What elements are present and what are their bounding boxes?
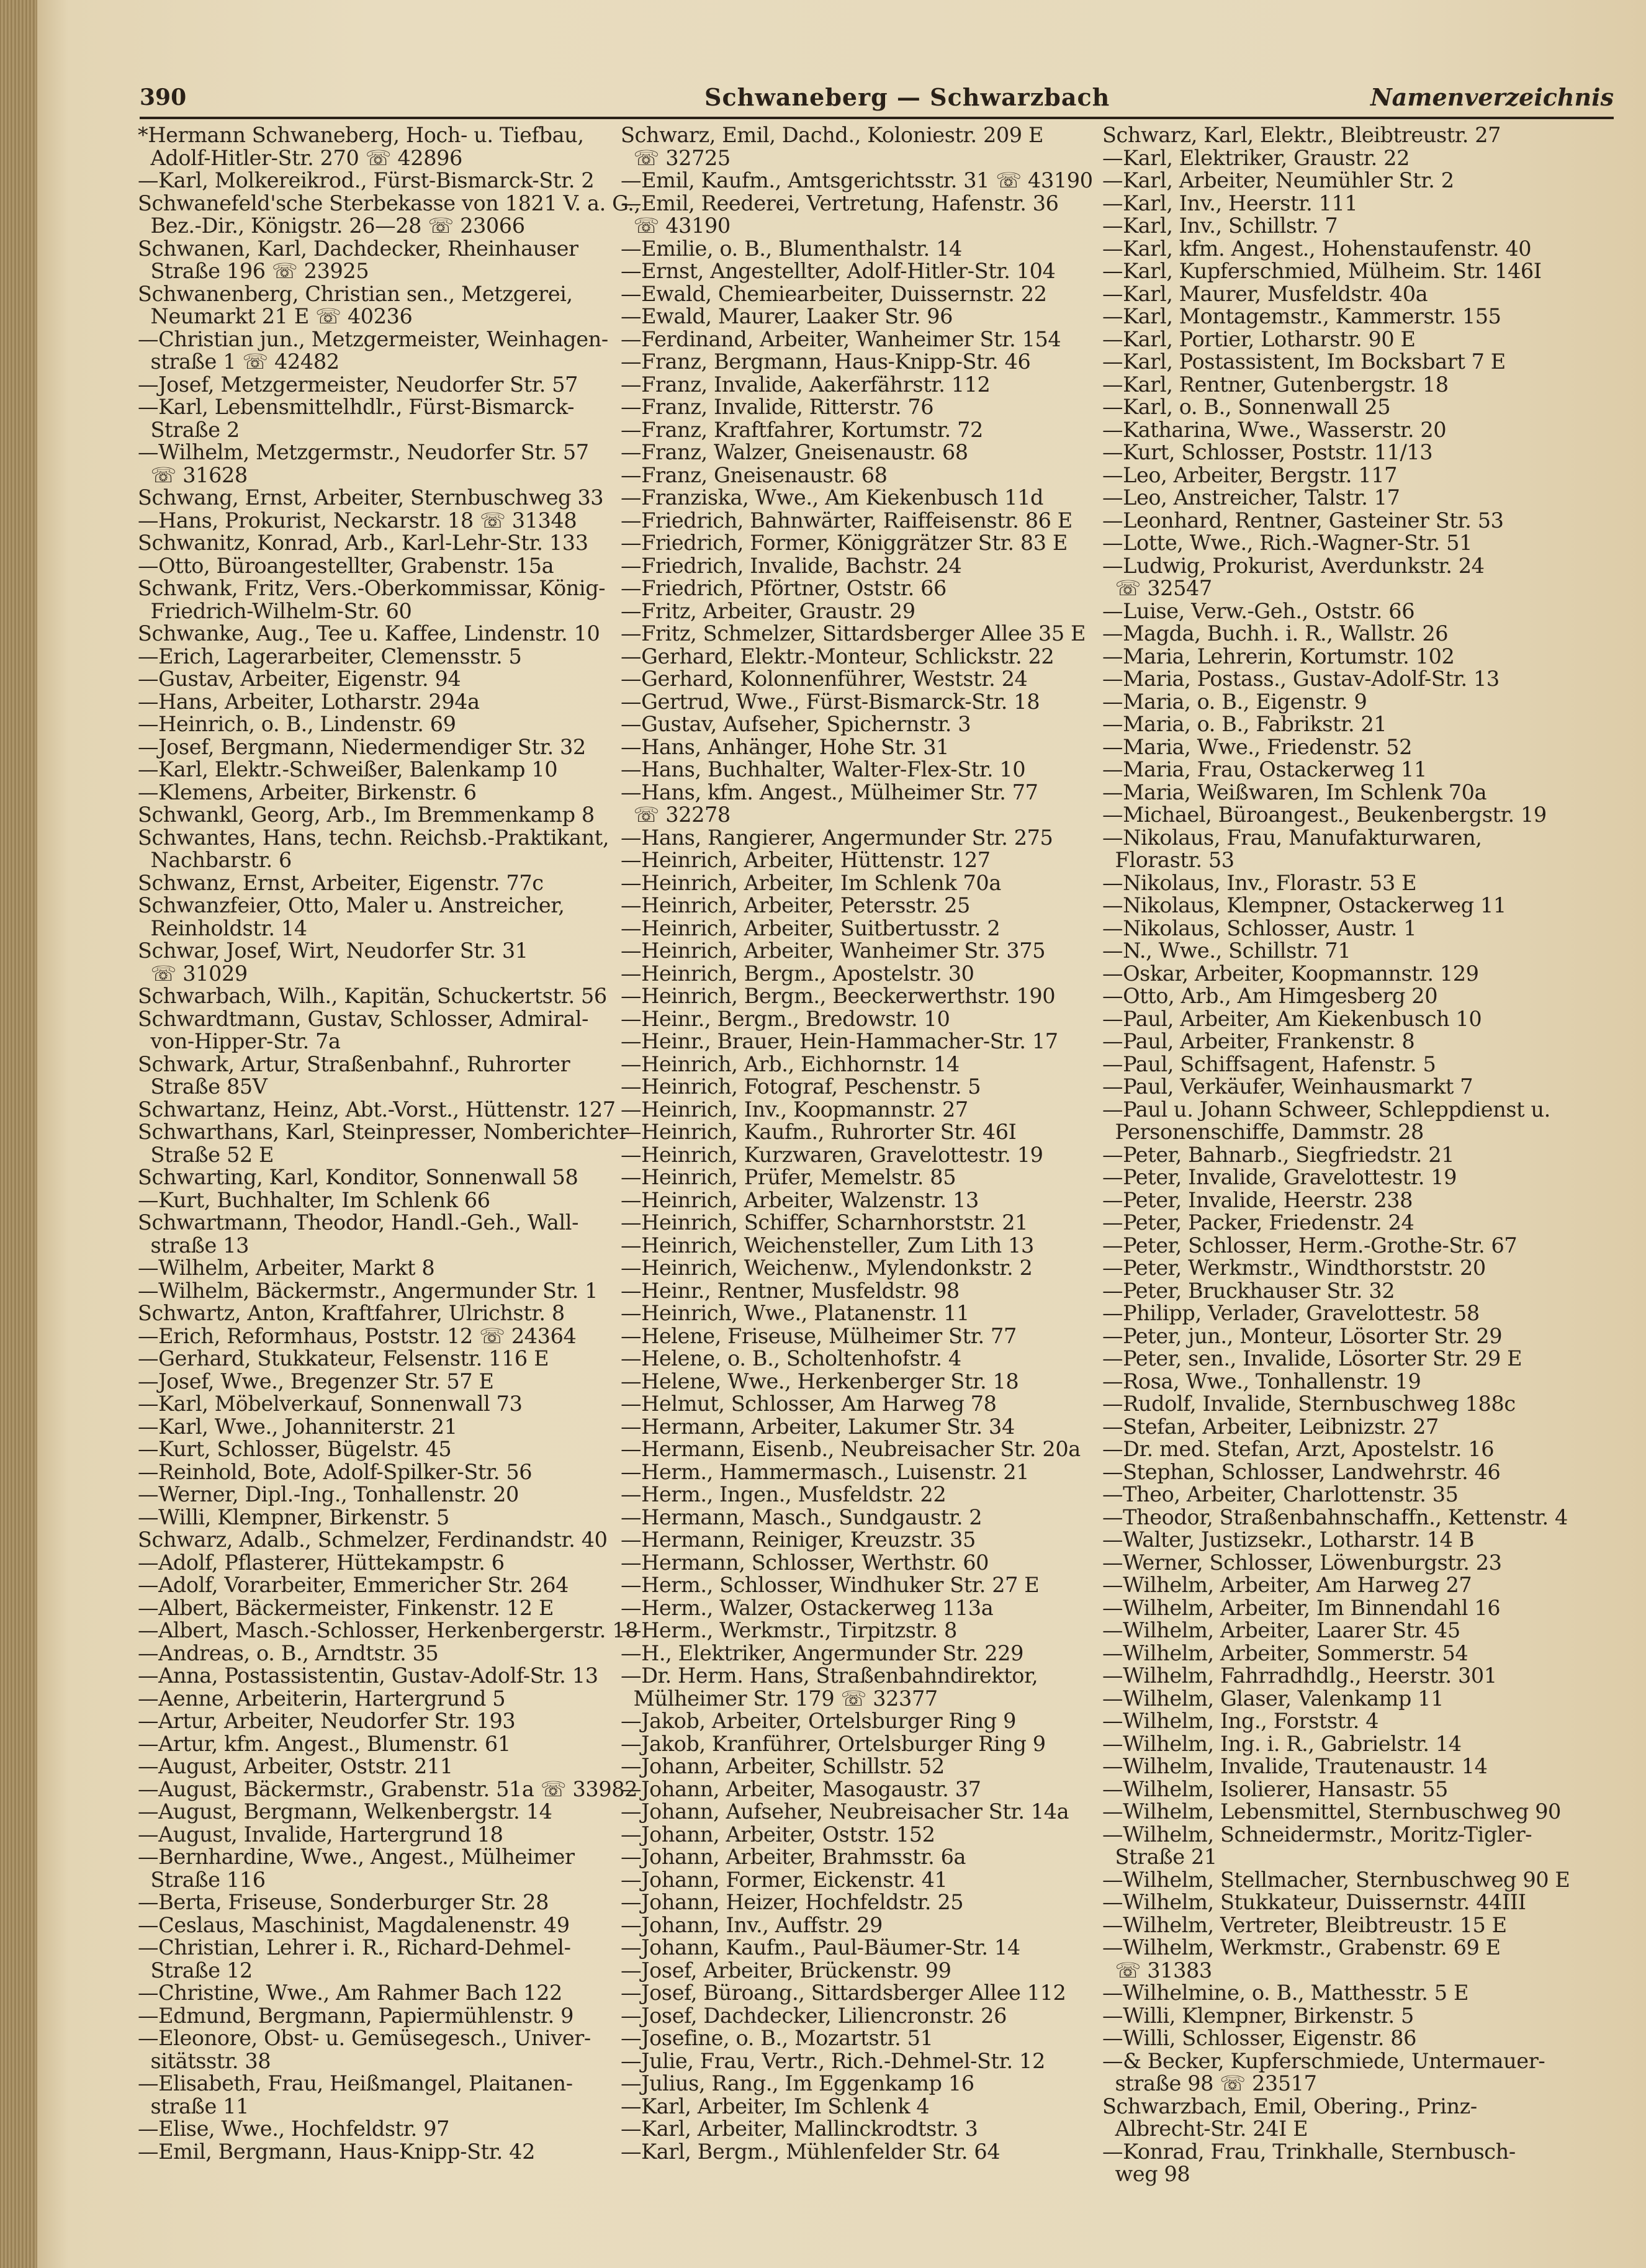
directory-entry-line: —Wilhelm, Isolierer, Hansastr. 55 (1102, 1776, 1448, 1801)
directory-entry-line: —Andreas, o. B., Arndtstr. 35 (138, 1640, 439, 1665)
directory-entry-line: —Hans, Anhänger, Hohe Str. 31 (621, 734, 950, 759)
directory-entry-line: —Franziska, Wwe., Am Kiekenbusch 11d (621, 485, 1044, 510)
directory-entry-line: —Albert, Masch.-Schlosser, Herkenbergerstr. 18 (138, 1618, 639, 1642)
directory-entry-line: —Jakob, Arbeiter, Ortelsburger Ring 9 (621, 1709, 1016, 1733)
directory-entry-line: —Heinrich, Fotograf, Peschenstr. 5 (621, 1074, 981, 1099)
directory-entry-line: —Stephan, Schlosser, Landwehrstr. 46 (1102, 1459, 1501, 1484)
directory-entry-line: —Leonhard, Rentner, Gasteiner Str. 53 (1102, 508, 1504, 533)
directory-entry-line: —Nikolaus, Inv., Florastr. 53 E (1102, 870, 1417, 895)
directory-entry-line: —Hermann, Schlosser, Werthstr. 60 (621, 1550, 989, 1575)
running-title: Schwaneberg — Schwarzbach (704, 83, 1110, 111)
directory-entry-line: —Karl, Lebensmittelhdlr., Fürst-Bismarck- (138, 395, 575, 419)
directory-entry-line: —Otto, Arb., Am Himgesberg 20 (1102, 984, 1438, 1008)
directory-entry-line: —Karl, Elektr.-Schweißer, Balenkamp 10 (138, 757, 558, 781)
directory-entry-line: —Gerhard, Stukkateur, Felsenstr. 116 E (138, 1346, 549, 1370)
directory-entry-line: —Adolf, Pflasterer, Hüttekampstr. 6 (138, 1550, 505, 1575)
directory-entry-line: —Rosa, Wwe., Tonhallenstr. 19 (1102, 1369, 1421, 1393)
directory-entry-line: —Wilhelm, Glaser, Valenkamp 11 (1102, 1686, 1444, 1711)
directory-entry-line: —Otto, Büroangestellter, Grabenstr. 15a (138, 553, 554, 578)
directory-entry-line: —Friedrich, Invalide, Bachstr. 24 (621, 553, 962, 578)
directory-entry-line: —& Becker, Kupferschmiede, Untermauer- (1102, 2048, 1545, 2073)
directory-entry-line: —Johann, Arbeiter, Oststr. 152 (621, 1822, 935, 1847)
page-number: 390 (140, 84, 187, 110)
directory-entry-line: —August, Arbeiter, Oststr. 211 (138, 1754, 453, 1778)
directory-entry-line: —Artur, kfm. Angest., Blumenstr. 61 (138, 1731, 511, 1756)
directory-entry-line: —Heinrich, Prüfer, Memelstr. 85 (621, 1165, 956, 1189)
directory-entry-line: —Hans, Arbeiter, Lotharstr. 294a (138, 689, 480, 714)
directory-entry-line: —Wilhelmine, o. B., Matthesstr. 5 E (1102, 1981, 1468, 2005)
directory-entry-line: —Karl, Bergm., Mühlenfelder Str. 64 (621, 2139, 1001, 2164)
column-2 (621, 124, 1099, 2163)
directory-entry-line: —August, Bäckermstr., Grabenstr. 51a ☏ 33982 (138, 1776, 638, 1801)
directory-entry-line: Bez.-Dir., Königstr. 26—28 ☏ 23066 (138, 214, 525, 238)
directory-entry-line: —Michael, Büroangest., Beukenbergstr. 19 (1102, 803, 1547, 827)
directory-entry-line: —Bernhardine, Wwe., Angest., Mülheimer (138, 1845, 575, 1869)
directory-entry-line: Schwantes, Hans, techn. Reichsb.-Praktikant, (138, 825, 609, 850)
directory-entry-line: —Franz, Walzer, Gneisenaustr. 68 (621, 440, 968, 464)
directory-entry-line: straße 1 ☏ 42482 (138, 349, 340, 374)
directory-entry-line: Personenschiffe, Dammstr. 28 (1102, 1120, 1424, 1144)
directory-entry-line: straße 98 ☏ 23517 (1102, 2071, 1317, 2095)
directory-entry-line: —Adolf, Vorarbeiter, Emmericher Str. 264 (138, 1573, 569, 1597)
directory-entry-line: —N., Wwe., Schillstr. 71 (1102, 938, 1351, 963)
directory-entry-line: —Johann, Arbeiter, Schillstr. 52 (621, 1754, 945, 1778)
directory-entry-line: —Heinr., Rentner, Musfeldstr. 98 (621, 1278, 960, 1303)
directory-entry-line: —Herm., Hammermasch., Luisenstr. 21 (621, 1459, 1030, 1484)
directory-entry-line: —Helene, o. B., Scholtenhofstr. 4 (621, 1346, 961, 1370)
directory-entry-line: weg 98 (1102, 2162, 1190, 2186)
directory-entry-line: —Hans, Buchhalter, Walter-Flex-Str. 10 (621, 757, 1026, 781)
directory-entry-line: Friedrich-Wilhelm-Str. 60 (138, 598, 412, 623)
directory-entry-line: —Artur, Arbeiter, Neudorfer Str. 193 (138, 1709, 516, 1733)
directory-entry-line: —Kurt, Buchhalter, Im Schlenk 66 (138, 1187, 490, 1212)
directory-entry-line: —Emilie, o. B., Blumenthalstr. 14 (621, 236, 962, 261)
directory-entry-line: —Maria, Postass., Gustav-Adolf-Str. 13 (1102, 667, 1500, 691)
directory-entry-line: —Heinrich, Bergm., Beeckerwerthstr. 190 (621, 984, 1056, 1008)
directory-entry-line: —Maria, Weißwaren, Im Schlenk 70a (1102, 780, 1487, 804)
directory-entry-line: —Emil, Reederei, Vertretung, Hafenstr. 36 (621, 191, 1059, 215)
directory-entry-line: Schwarzbach, Emil, Obering., Prinz- (1102, 2094, 1477, 2118)
directory-entry-line: Schwarthans, Karl, Steinpresser, Nomberichter (138, 1120, 629, 1144)
directory-entry-line: straße 13 (138, 1233, 250, 1258)
directory-entry-line: Schwartanz, Heinz, Abt.-Vorst., Hüttenstr. 127 (138, 1097, 616, 1122)
directory-entry-line: —Wilhelm, Ing., Forststr. 4 (1102, 1709, 1379, 1733)
directory-entry-line: —Helene, Friseuse, Mülheimer Str. 77 (621, 1323, 1017, 1348)
directory-entry-line: *Hermann Schwaneberg, Hoch- u. Tiefbau, (138, 123, 584, 147)
directory-entry-line: —Eleonore, Obst- u. Gemüsegesch., Univer- (138, 2026, 591, 2050)
directory-entry-line: —Friedrich, Pförtner, Oststr. 66 (621, 576, 947, 600)
directory-entry-line: —Werner, Dipl.-Ing., Tonhallenstr. 20 (138, 1482, 519, 1506)
directory-entry-line: Schwarz, Emil, Dachd., Koloniestr. 209 E (621, 123, 1044, 147)
directory-entry-line: —Karl, Montagemstr., Kammerstr. 155 (1102, 304, 1501, 328)
directory-entry-line: Schwark, Artur, Straßenbahnf., Ruhrorter (138, 1051, 570, 1076)
directory-entry-line: Schwanen, Karl, Dachdecker, Rheinhauser (138, 236, 578, 261)
directory-entry-line: —Franz, Bergmann, Haus-Knipp-Str. 46 (621, 349, 1031, 374)
directory-entry-line: —Herm., Werkmstr., Tirpitzstr. 8 (621, 1618, 957, 1642)
directory-entry-line: Schwanke, Aug., Tee u. Kaffee, Lindenstr. 10 (138, 621, 600, 646)
directory-entry-line: —Philipp, Verlader, Gravelottestr. 58 (1102, 1301, 1480, 1325)
directory-entry-line: Schwanzfeier, Otto, Maler u. Anstreicher, (138, 893, 565, 917)
directory-entry-line: —Elisabeth, Frau, Heißmangel, Plaitanen- (138, 2071, 573, 2095)
directory-entry-line: —Heinr., Brauer, Hein-Hammacher-Str. 17 (621, 1029, 1058, 1053)
directory-entry-line: —Elise, Wwe., Hochfeldstr. 97 (138, 2117, 449, 2141)
directory-entry-line: Straße 12 (138, 1958, 253, 1982)
directory-entry-line: —Oskar, Arbeiter, Koopmannstr. 129 (1102, 961, 1479, 986)
directory-entry-line: —Karl, Molkereikrod., Fürst-Bismarck-Str. 2 (138, 168, 595, 192)
directory-entry-line: Schwanz, Ernst, Arbeiter, Eigenstr. 77c (138, 870, 544, 895)
directory-entry-line: Schwartmann, Theodor, Handl.-Geh., Wall- (138, 1210, 578, 1235)
directory-entry-line: —Gerhard, Elektr.-Monteur, Schlickstr. 22 (621, 644, 1055, 668)
directory-entry-line: Schwarbach, Wilh., Kapitän, Schuckertstr. 56 (138, 984, 607, 1008)
directory-entry-line: —Heinrich, Schiffer, Scharnhorststr. 21 (621, 1210, 1028, 1235)
directory-entry-line: —Karl, Kupferschmied, Mülheim. Str. 146I (1102, 259, 1542, 283)
directory-entry-line: —Karl, Inv., Heerstr. 111 (1102, 191, 1358, 215)
directory-entry-line: —Stefan, Arbeiter, Leibnizstr. 27 (1102, 1414, 1439, 1439)
directory-entry-line: —Heinrich, Bergm., Apostelstr. 30 (621, 961, 974, 986)
directory-entry-line: —Heinr., Bergm., Bredowstr. 10 (621, 1006, 950, 1031)
directory-entry-line: —Heinrich, Kurzwaren, Gravelottestr. 19 (621, 1142, 1043, 1167)
directory-entry-line: —Heinrich, o. B., Lindenstr. 69 (138, 712, 456, 736)
directory-entry-line: —Magda, Buchh. i. R., Wallstr. 26 (1102, 621, 1449, 646)
directory-entry-line: —Fritz, Arbeiter, Graustr. 29 (621, 598, 915, 623)
directory-entry-line: —Karl, Portier, Lotharstr. 90 E (1102, 326, 1416, 351)
directory-entry-line: —Herm., Walzer, Ostackerweg 113a (621, 1595, 994, 1620)
directory-entry-line: —Helene, Wwe., Herkenberger Str. 18 (621, 1369, 1019, 1393)
column-3 (1102, 124, 1580, 2186)
directory-entry-line: —Wilhelm, Vertreter, Bleibtreustr. 15 E (1102, 1912, 1507, 1937)
directory-entry-line: Straße 52 E (138, 1142, 274, 1167)
directory-entry-line: —Konrad, Frau, Trinkhalle, Sternbusch- (1102, 2139, 1516, 2164)
directory-entry-line: —Reinhold, Bote, Adolf-Spilker-Str. 56 (138, 1459, 533, 1484)
directory-entry-line: ☏ 31383 (1102, 1958, 1212, 1982)
directory-entry-line: —Wilhelm, Arbeiter, Im Binnendahl 16 (1102, 1595, 1501, 1620)
directory-entry-line: —Josef, Dachdecker, Liliencronstr. 26 (621, 2003, 1007, 2028)
directory-entry-line: —Albert, Bäckermeister, Finkenstr. 12 E (138, 1595, 554, 1620)
directory-entry-line: —Hermann, Reiniger, Kreuzstr. 35 (621, 1528, 976, 1552)
directory-entry-line: —Nikolaus, Klempner, Ostackerweg 11 (1102, 893, 1506, 917)
directory-entry-line: —Paul, Schiffsagent, Hafenstr. 5 (1102, 1051, 1436, 1076)
directory-entry-line: —Herm., Ingen., Musfeldstr. 22 (621, 1482, 947, 1506)
directory-entry-line: Straße 116 (138, 1867, 266, 1892)
directory-entry-line: Nachbarstr. 6 (138, 848, 292, 872)
directory-entry-line: —Christian jun., Metzgermeister, Weinhagen- (138, 326, 608, 351)
directory-entry-line: —Franz, Kraftfahrer, Kortumstr. 72 (621, 417, 983, 442)
directory-entry-line: —Erich, Reformhaus, Poststr. 12 ☏ 24364 (138, 1323, 577, 1348)
directory-entry-line: —Leo, Arbeiter, Bergstr. 117 (1102, 462, 1398, 487)
directory-entry-line: —Ewald, Chemiearbeiter, Duissernstr. 22 (621, 281, 1047, 306)
section-title: Namenverzeichnis (1370, 83, 1614, 111)
directory-entry-line: —Nikolaus, Frau, Manufakturwaren, (1102, 825, 1482, 850)
directory-entry-line: —Karl, Arbeiter, Mallinckrodtstr. 3 (621, 2117, 978, 2141)
directory-entry-line: —Peter, Schlosser, Herm.-Grothe-Str. 67 (1102, 1233, 1518, 1258)
directory-entry-line: Schwarz, Adalb., Schmelzer, Ferdinandstr. 40 (138, 1528, 608, 1552)
directory-entry-line: —Franz, Gneisenaustr. 68 (621, 462, 888, 487)
directory-entry-line: —Franz, Invalide, Aakerfährstr. 112 (621, 372, 991, 397)
directory-entry-line: —Karl, Maurer, Musfeldstr. 40a (1102, 281, 1428, 306)
directory-entry-line: —Johann, Inv., Auffstr. 29 (621, 1912, 883, 1937)
directory-entry-line: Straße 21 (1102, 1845, 1217, 1869)
directory-entry-line: —Wilhelm, Lebensmittel, Sternbuschweg 90 (1102, 1799, 1561, 1824)
directory-entry-line: —August, Bergmann, Welkenbergstr. 14 (138, 1799, 552, 1824)
directory-entry-line: —Herm., Schlosser, Windhuker Str. 27 E (621, 1573, 1040, 1597)
directory-entry-line: —Josef, Büroang., Sittardsberger Allee 112 (621, 1981, 1066, 2005)
directory-entry-line: —Peter, Werkmstr., Windthorststr. 20 (1102, 1256, 1486, 1280)
directory-entry-line: —Hermann, Eisenb., Neubreisacher Str. 20a (621, 1437, 1081, 1461)
directory-entry-line: —Karl, o. B., Sonnenwall 25 (1102, 395, 1391, 419)
directory-entry-line: —Wilhelm, Fahrradhdlg., Heerstr. 301 (1102, 1663, 1497, 1688)
directory-entry-line: —Josef, Wwe., Bregenzer Str. 57 E (138, 1369, 494, 1393)
directory-entry-line: —Heinrich, Weichensteller, Zum Lith 13 (621, 1233, 1034, 1258)
directory-entry-line: —Johann, Former, Eickenstr. 41 (621, 1867, 948, 1892)
directory-entry-line: ☏ 32547 (1102, 576, 1212, 600)
directory-entry-line: —Peter, Packer, Friedenstr. 24 (1102, 1210, 1414, 1235)
directory-entry-line: —Kurt, Schlosser, Poststr. 11/13 (1102, 440, 1433, 464)
directory-entry-line: —Aenne, Arbeiterin, Hartergrund 5 (138, 1686, 506, 1711)
directory-entry-line: —Julius, Rang., Im Eggenkamp 16 (621, 2071, 974, 2095)
directory-entry-line: Reinholdstr. 14 (138, 916, 307, 940)
directory-entry-line: —Wilhelm, Arbeiter, Laarer Str. 45 (1102, 1618, 1460, 1642)
directory-entry-line: —Karl, Elektriker, Graustr. 22 (1102, 145, 1410, 170)
directory-entry-line: —Edmund, Bergmann, Papiermühlenstr. 9 (138, 2003, 573, 2028)
directory-entry-line: —Franz, Invalide, Ritterstr. 76 (621, 395, 934, 419)
directory-entry-line: —Wilhelm, Stukkateur, Duissernstr. 44III (1102, 1890, 1526, 1914)
directory-entry-line: Schwank, Fritz, Vers.-Oberkommissar, König- (138, 576, 606, 600)
directory-entry-line: —Jakob, Kranführer, Ortelsburger Ring 9 (621, 1731, 1046, 1756)
directory-entry-line: —August, Invalide, Hartergrund 18 (138, 1822, 503, 1847)
directory-entry-line: —Erich, Lagerarbeiter, Clemensstr. 5 (138, 644, 522, 668)
directory-entry-line: Florastr. 53 (1102, 848, 1234, 872)
directory-entry-line: —Heinrich, Arbeiter, Hüttenstr. 127 (621, 848, 991, 872)
directory-entry-line: Adolf-Hitler-Str. 270 ☏ 42896 (138, 145, 462, 170)
directory-entry-line: —Wilhelm, Arbeiter, Am Harweg 27 (1102, 1573, 1472, 1597)
directory-entry-line: —Johann, Heizer, Hochfeldstr. 25 (621, 1890, 964, 1914)
directory-entry-line: —Wilhelm, Werkmstr., Grabenstr. 69 E (1102, 1935, 1501, 1960)
directory-entry-line: —Wilhelm, Invalide, Trautenaustr. 14 (1102, 1754, 1488, 1778)
directory-entry-line: Albrecht-Str. 24I E (1102, 2117, 1308, 2141)
directory-entry-line: —Hans, kfm. Angest., Mülheimer Str. 77 (621, 780, 1038, 804)
directory-entry-line: —Josefine, o. B., Mozartstr. 51 (621, 2026, 933, 2050)
directory-entry-line: Schwartz, Anton, Kraftfahrer, Ulrichstr. 8 (138, 1301, 565, 1325)
directory-entry-line: Schwarz, Karl, Elektr., Bleibtreustr. 27 (1102, 123, 1501, 147)
directory-entry-line: —Maria, Frau, Ostackerweg 11 (1102, 757, 1427, 781)
page-header (140, 82, 1614, 119)
directory-entry-line: Schwanenberg, Christian sen., Metzgerei, (138, 281, 573, 306)
directory-entry-line: —Wilhelm, Metzgermstr., Neudorfer Str. 57 (138, 440, 589, 464)
directory-entry-line: Straße 85V (138, 1074, 268, 1099)
directory-entry-line: —Heinrich, Arbeiter, Walzenstr. 13 (621, 1187, 979, 1212)
directory-entry-line: —Karl, Inv., Schillstr. 7 (1102, 214, 1338, 238)
directory-entry-line: —Paul, Arbeiter, Frankenstr. 8 (1102, 1029, 1415, 1053)
directory-entry-line: Schwardtmann, Gustav, Schlosser, Admiral- (138, 1006, 588, 1031)
directory-entry-line: —Josef, Bergmann, Niedermendiger Str. 32 (138, 734, 586, 759)
directory-entry-line: Straße 2 (138, 417, 240, 442)
directory-entry-line: ☏ 43190 (621, 214, 731, 238)
directory-entry-line: —Heinrich, Arbeiter, Im Schlenk 70a (621, 870, 1001, 895)
directory-entry-line: —Paul, Arbeiter, Am Kiekenbusch 10 (1102, 1006, 1482, 1031)
directory-entry-line: —Peter, Bahnarb., Siegfriedstr. 21 (1102, 1142, 1455, 1167)
directory-entry-line: —Karl, Wwe., Johanniterstr. 21 (138, 1414, 457, 1439)
directory-entry-line: —Wilhelm, Arbeiter, Markt 8 (138, 1256, 435, 1280)
directory-entry-line: —Friedrich, Former, Königgrätzer Str. 83 E (621, 531, 1068, 555)
directory-entry-line: —Maria, o. B., Eigenstr. 9 (1102, 689, 1367, 714)
directory-entry-line: —Wilhelm, Arbeiter, Sommerstr. 54 (1102, 1640, 1468, 1665)
directory-entry-line: —Dr. Herm. Hans, Straßenbahndirektor, (621, 1663, 1038, 1688)
directory-entry-line: —Helmut, Schlosser, Am Harweg 78 (621, 1392, 997, 1416)
directory-entry-line: ☏ 32278 (621, 803, 731, 827)
directory-entry-line: Neumarkt 21 E ☏ 40236 (138, 304, 413, 328)
directory-entry-line: —Maria, o. B., Fabrikstr. 21 (1102, 712, 1387, 736)
directory-entry-line: —Peter, sen., Invalide, Lösorter Str. 29 E (1102, 1346, 1522, 1370)
directory-entry-line: —Willi, Klempner, Birkenstr. 5 (138, 1505, 449, 1529)
directory-entry-line: ☏ 31628 (138, 462, 248, 487)
directory-entry-line: —Wilhelm, Stellmacher, Sternbuschweg 90 E (1102, 1867, 1570, 1892)
directory-entry-line: —Gerhard, Kolonnenführer, Weststr. 24 (621, 667, 1028, 691)
directory-entry-line: ☏ 31029 (138, 961, 248, 986)
directory-entry-line: von-Hipper-Str. 7a (138, 1029, 341, 1053)
directory-entry-line: straße 11 (138, 2094, 250, 2118)
directory-entry-line: —Leo, Anstreicher, Talstr. 17 (1102, 485, 1400, 510)
directory-entry-line: —Ewald, Maurer, Laaker Str. 96 (621, 304, 953, 328)
directory-entry-line: —Ferdinand, Arbeiter, Wanheimer Str. 154 (621, 326, 1061, 351)
directory-entry-line: —Josef, Arbeiter, Brückenstr. 99 (621, 1958, 951, 1982)
directory-entry-line: —Hermann, Masch., Sundgaustr. 2 (621, 1505, 983, 1529)
directory-entry-line: Schwang, Ernst, Arbeiter, Sternbuschweg 33 (138, 485, 604, 510)
directory-entry-line: —Friedrich, Bahnwärter, Raiffeisenstr. 86 E (621, 508, 1073, 533)
directory-entry-line: Schwanefeld'sche Sterbekasse von 1821 V. a. G., (138, 191, 641, 215)
directory-entry-line: —Maria, Lehrerin, Kortumstr. 102 (1102, 644, 1455, 668)
directory-entry-line: —Willi, Schlosser, Eigenstr. 86 (1102, 2026, 1417, 2050)
directory-entry-line: —Walter, Justizsekr., Lotharstr. 14 B (1102, 1528, 1475, 1552)
directory-entry-line: —Paul u. Johann Schweer, Schleppdienst u. (1102, 1097, 1550, 1122)
directory-entry-line: —Johann, Arbeiter, Masogaustr. 37 (621, 1776, 981, 1801)
directory-entry-line: —Johann, Arbeiter, Brahmsstr. 6a (621, 1845, 966, 1869)
directory-entry-line: —Werner, Schlosser, Löwenburgstr. 23 (1102, 1550, 1502, 1575)
directory-entry-line: —Josef, Metzgermeister, Neudorfer Str. 57 (138, 372, 578, 397)
directory-entry-line: —Anna, Postassistentin, Gustav-Adolf-Str. 13 (138, 1663, 598, 1688)
directory-entry-line: —Hans, Rangierer, Angermunder Str. 275 (621, 825, 1053, 850)
directory-entry-line: —Wilhelm, Bäckermstr., Angermunder Str. 1 (138, 1278, 598, 1303)
directory-entry-line: —H., Elektriker, Angermunder Str. 229 (621, 1640, 1023, 1665)
directory-entry-line: —Luise, Verw.-Geh., Oststr. 66 (1102, 598, 1415, 623)
directory-entry-line: —Fritz, Schmelzer, Sittardsberger Allee 35 E (621, 621, 1086, 646)
directory-entry-line: —Karl, kfm. Angest., Hohenstaufenstr. 40 (1102, 236, 1532, 261)
directory-entry-line: —Paul, Verkäufer, Weinhausmarkt 7 (1102, 1074, 1473, 1099)
directory-entry-line: —Karl, Arbeiter, Neumühler Str. 2 (1102, 168, 1454, 192)
book-page-edge (0, 0, 37, 2268)
directory-entry-line: —Peter, Invalide, Heerstr. 238 (1102, 1187, 1413, 1212)
directory-entry-line: —Ernst, Angestellter, Adolf-Hitler-Str. 104 (621, 259, 1056, 283)
directory-entry-line: Schwankl, Georg, Arb., Im Bremmenkamp 8 (138, 803, 595, 827)
directory-entry-line: —Karl, Möbelverkauf, Sonnenwall 73 (138, 1392, 523, 1416)
directory-entry-line: Schwar, Josef, Wirt, Neudorfer Str. 31 (138, 938, 528, 963)
directory-entry-line: Mülheimer Str. 179 ☏ 32377 (621, 1686, 938, 1711)
directory-entry-line: —Klemens, Arbeiter, Birkenstr. 6 (138, 780, 477, 804)
directory-entry-line: —Willi, Klempner, Birkenstr. 5 (1102, 2003, 1414, 2028)
directory-entry-line: —Peter, jun., Monteur, Lösorter Str. 29 (1102, 1323, 1503, 1348)
directory-entry-line: —Emil, Kaufm., Amtsgerichtsstr. 31 ☏ 43190 (621, 168, 1093, 192)
directory-entry-line: —Lotte, Wwe., Rich.-Wagner-Str. 51 (1102, 531, 1472, 555)
directory-entry-line: —Wilhelm, Ing. i. R., Gabrielstr. 14 (1102, 1731, 1462, 1756)
directory-entry-line: ☏ 32725 (621, 145, 731, 170)
directory-entry-line: —Hans, Prokurist, Neckarstr. 18 ☏ 31348 (138, 508, 577, 533)
directory-entry-line: —Heinrich, Wwe., Platanenstr. 11 (621, 1301, 969, 1325)
directory-entry-line: —Heinrich, Weichenw., Mylendonkstr. 2 (621, 1256, 1033, 1280)
directory-entry-line: —Heinrich, Kaufm., Ruhrorter Str. 46I (621, 1120, 1017, 1144)
directory-entry-line: —Kurt, Schlosser, Bügelstr. 45 (138, 1437, 452, 1461)
directory-entry-line: —Dr. med. Stefan, Arzt, Apostelstr. 16 (1102, 1437, 1495, 1461)
directory-entry-line: —Nikolaus, Schlosser, Austr. 1 (1102, 916, 1417, 940)
directory-entry-line: —Gertrud, Wwe., Fürst-Bismarck-Str. 18 (621, 689, 1040, 714)
directory-entry-line: —Johann, Kaufm., Paul-Bäumer-Str. 14 (621, 1935, 1020, 1960)
directory-entry-line: —Julie, Frau, Vertr., Rich.-Dehmel-Str. 12 (621, 2048, 1045, 2073)
directory-entry-line: —Maria, Wwe., Friedenstr. 52 (1102, 734, 1413, 759)
directory-entry-line: —Christian, Lehrer i. R., Richard-Dehmel- (138, 1935, 571, 1960)
directory-entry-line: —Ceslaus, Maschinist, Magdalenenstr. 49 (138, 1912, 570, 1937)
directory-entry-line: —Karl, Arbeiter, Im Schlenk 4 (621, 2094, 930, 2118)
directory-entry-line: —Gustav, Aufseher, Spichernstr. 3 (621, 712, 971, 736)
directory-entry-line: —Rudolf, Invalide, Sternbuschweg 188c (1102, 1392, 1516, 1416)
directory-entry-line: Schwarting, Karl, Konditor, Sonnenwall 58 (138, 1165, 578, 1189)
directory-entry-line: Straße 196 ☏ 23925 (138, 259, 369, 283)
directory-entry-line: —Wilhelm, Schneidermstr., Moritz-Tigler- (1102, 1822, 1532, 1847)
directory-entry-line: —Johann, Aufseher, Neubreisacher Str. 14a (621, 1799, 1069, 1824)
directory-entry-line: —Heinrich, Arbeiter, Suitbertusstr. 2 (621, 916, 1001, 940)
directory-entry-line: —Ludwig, Prokurist, Averdunkstr. 24 (1102, 553, 1485, 578)
directory-entry-line: —Gustav, Arbeiter, Eigenstr. 94 (138, 667, 461, 691)
directory-entry-line: —Heinrich, Arbeiter, Petersstr. 25 (621, 893, 970, 917)
directory-entry-line: Schwanitz, Konrad, Arb., Karl-Lehr-Str. 133 (138, 531, 588, 555)
directory-entry-line: —Heinrich, Arbeiter, Wanheimer Str. 375 (621, 938, 1046, 963)
directory-entry-line: —Heinrich, Arb., Eichhornstr. 14 (621, 1051, 960, 1076)
directory-entry-line: —Emil, Bergmann, Haus-Knipp-Str. 42 (138, 2139, 536, 2164)
directory-entry-line: —Theo, Arbeiter, Charlottenstr. 35 (1102, 1482, 1459, 1506)
directory-entry-line: —Berta, Friseuse, Sonderburger Str. 28 (138, 1890, 549, 1914)
directory-entry-line: —Hermann, Arbeiter, Lakumer Str. 34 (621, 1414, 1015, 1439)
directory-entry-line: —Peter, Invalide, Gravelottestr. 19 (1102, 1165, 1457, 1189)
directory-entry-line: —Karl, Postassistent, Im Bocksbart 7 E (1102, 349, 1506, 374)
directory-entry-line: —Karl, Rentner, Gutenbergstr. 18 (1102, 372, 1449, 397)
directory-entry-line: —Heinrich, Inv., Koopmannstr. 27 (621, 1097, 968, 1122)
directory-entry-line: sitätsstr. 38 (138, 2048, 271, 2073)
directory-entry-line: —Christine, Wwe., Am Rahmer Bach 122 (138, 1981, 562, 2005)
column-1 (138, 123, 641, 2164)
directory-entry-line: —Katharina, Wwe., Wasserstr. 20 (1102, 417, 1447, 442)
directory-entry-line: —Theodor, Straßenbahnschaffn., Kettenstr. 4 (1102, 1505, 1568, 1529)
directory-entry-line: —Peter, Bruckhauser Str. 32 (1102, 1278, 1395, 1303)
